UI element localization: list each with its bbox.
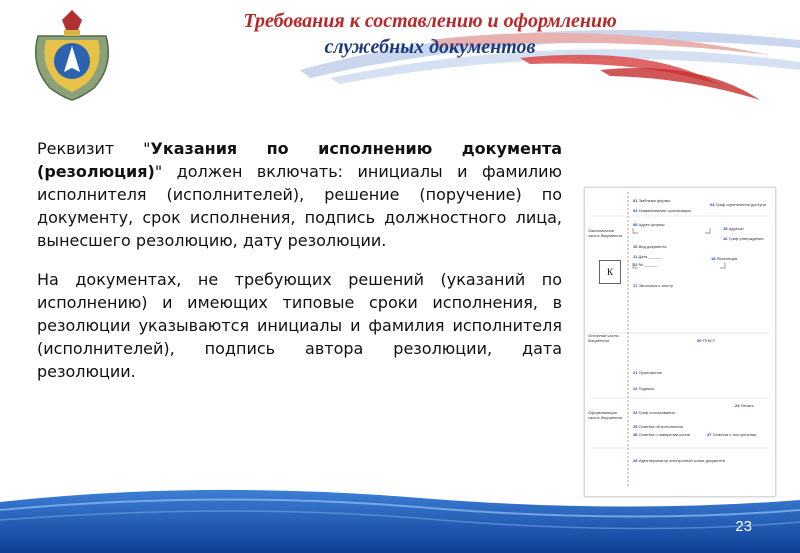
title-line-1: Требования к составлению и оформлению [243,10,617,32]
form-field: 11 Дата ______ [633,254,662,259]
paragraph-requisite [37,137,562,252]
form-field: 16 Гриф утверждения [723,236,764,241]
form-field: 12 № ______ [633,262,658,267]
side-label-main: Основная часть документа [588,333,620,343]
form-field: 10 Вид документа [633,244,667,249]
form-field: 01 Эмблема формы [633,198,671,203]
form-field: 15 Адресат [723,226,744,231]
title-line-2: служебных документов [324,36,536,58]
form-field: 22 Подпись [633,386,655,391]
document-form-sample [584,187,776,497]
p1-text-start: Реквизит " [37,139,151,158]
form-field: 24 Печать [735,403,754,408]
form-field: 18 Резолюция [711,256,738,261]
page-title [160,8,700,60]
page-number: 23 [735,518,752,535]
main-text [37,137,562,399]
side-label-signature: Оформляющая часть документа [588,410,622,420]
side-label-header: Заголовочная часть документа [588,228,622,238]
form-field: 20 ТЕКСТ [697,338,716,343]
form-field: 17 Заголовок к тексту [633,283,674,288]
form-field: 26 Отметка о заверении копии [633,432,690,437]
university-emblem-icon [28,6,116,102]
k-mark-box: К [599,260,621,284]
form-field: 27 Отметка о поступлении [707,432,757,437]
form-field: 28 Идентификатор электронной копии документа [633,458,725,463]
footer-wave-decoration [0,480,800,553]
form-field: 04 Наименование организации [633,208,691,213]
form-field: 21 Приложение [633,370,663,375]
form-field: 08 Адрес формы [633,222,665,227]
form-field: 03 Граф ограничения доступа [710,202,766,207]
p1-bold-term: Указания по исполнению документа (резолюция) [37,139,563,181]
form-field: 25 Отметка об исполнении [633,424,683,429]
paragraph-typical-terms: На документах, не требующих решений (указаний по исполнению) и имеющих типовые сроки исполнения, в резолюции указываются инициалы и фамилия исполнителя (исполнителей), подпись автора резолюции, дата резолюции. [37,270,562,381]
form-field: 23 Гриф согласования [633,410,675,415]
p1-text-end: " должен включать: инициалы и фамилию исполнителя (исполнителей), решение (поручение) по документу, срок исполнения, подпись должностного лица, вынесшего резолюцию, дату резолюции. [37,162,562,250]
